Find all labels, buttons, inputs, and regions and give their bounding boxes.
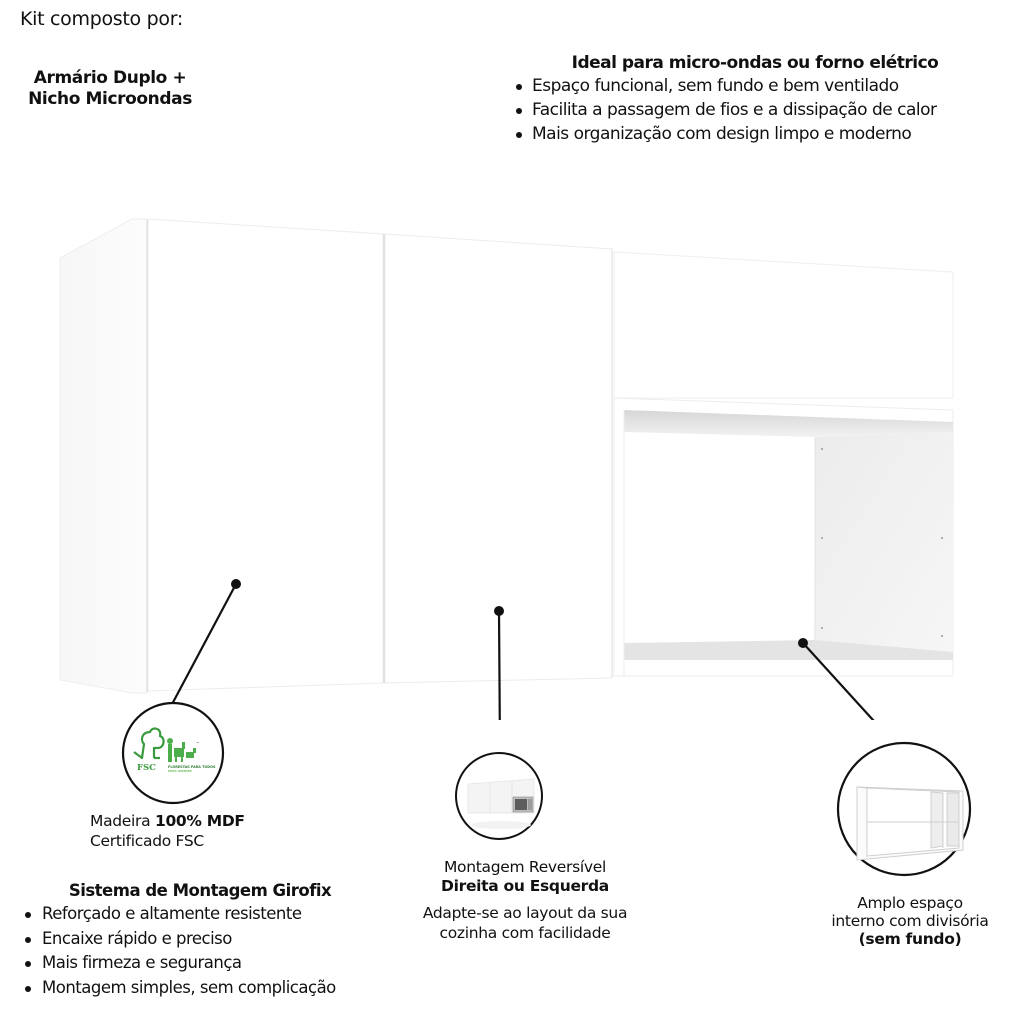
ideal-item: Espaço funcional, sem fundo e bem ventilado (510, 74, 1000, 98)
reversible-badge (454, 751, 544, 841)
girofix-section (20, 880, 400, 1000)
callout-dot-amplo (798, 638, 808, 648)
mdf-highlight: 100% MDF (154, 812, 245, 830)
callout-line-reversivel (499, 611, 500, 720)
mdf-certified: Certificado FSC (90, 832, 204, 850)
svg-text:™: ™ (196, 741, 200, 746)
interior-caption (800, 894, 1020, 948)
girofix-title: Sistema de Montagem Girofix (68, 881, 332, 900)
interior-line3: (sem fundo) (858, 930, 962, 948)
callout-dot-fsc (231, 579, 241, 589)
kit-title-line2: Nicho Microondas (28, 89, 192, 109)
cabinet-door-right-top (614, 252, 953, 398)
girofix-item: Mais firmeza e segurança (20, 951, 400, 976)
open-cabinet-icon (857, 787, 963, 860)
reversible-caption (380, 858, 670, 943)
fsc-partner-text: FLORESTAS PARA TODOS (168, 765, 216, 769)
reversible-line3: Adapte-se ao layout da sua (422, 904, 628, 922)
fsc-badge (120, 700, 226, 806)
fsc-logo-text: FSC (137, 763, 156, 773)
girofix-item: Reforçado e altamente resistente (20, 902, 400, 927)
interior-line2: interno com divisória (831, 912, 989, 930)
girofix-item: Encaixe rápido e preciso (20, 927, 400, 952)
mdf-caption (90, 811, 245, 851)
reversible-description (380, 903, 670, 943)
cabinet-door-left (148, 219, 383, 691)
ideal-item: Mais organização com design limpo e moderno (510, 122, 1000, 146)
kit-title-line1: Armário Duplo + (33, 68, 187, 88)
ideal-title: Ideal para micro-ondas ou forno elétrico (571, 53, 939, 73)
interior-line1: Amplo espaço (857, 894, 963, 912)
reversible-line1: Montagem Reversível (443, 858, 607, 876)
girofix-list (20, 902, 400, 1000)
girofix-item: Montagem simples, sem complicação (20, 976, 400, 1001)
callout-dot-reversivel (494, 606, 504, 616)
ideal-item: Facilita a passagem de fios e a dissipação de calor (510, 98, 1000, 122)
reversible-line4: cozinha com facilidade (439, 924, 611, 942)
interior-badge (835, 740, 973, 878)
cabinet-side-panel (60, 219, 147, 693)
kit-label: Kit composto por: (20, 8, 183, 30)
mdf-prefix: Madeira (90, 812, 155, 830)
svg-text:PARA SEMPRE: PARA SEMPRE (168, 769, 192, 773)
reversible-line2: Direita ou Esquerda (441, 877, 609, 895)
